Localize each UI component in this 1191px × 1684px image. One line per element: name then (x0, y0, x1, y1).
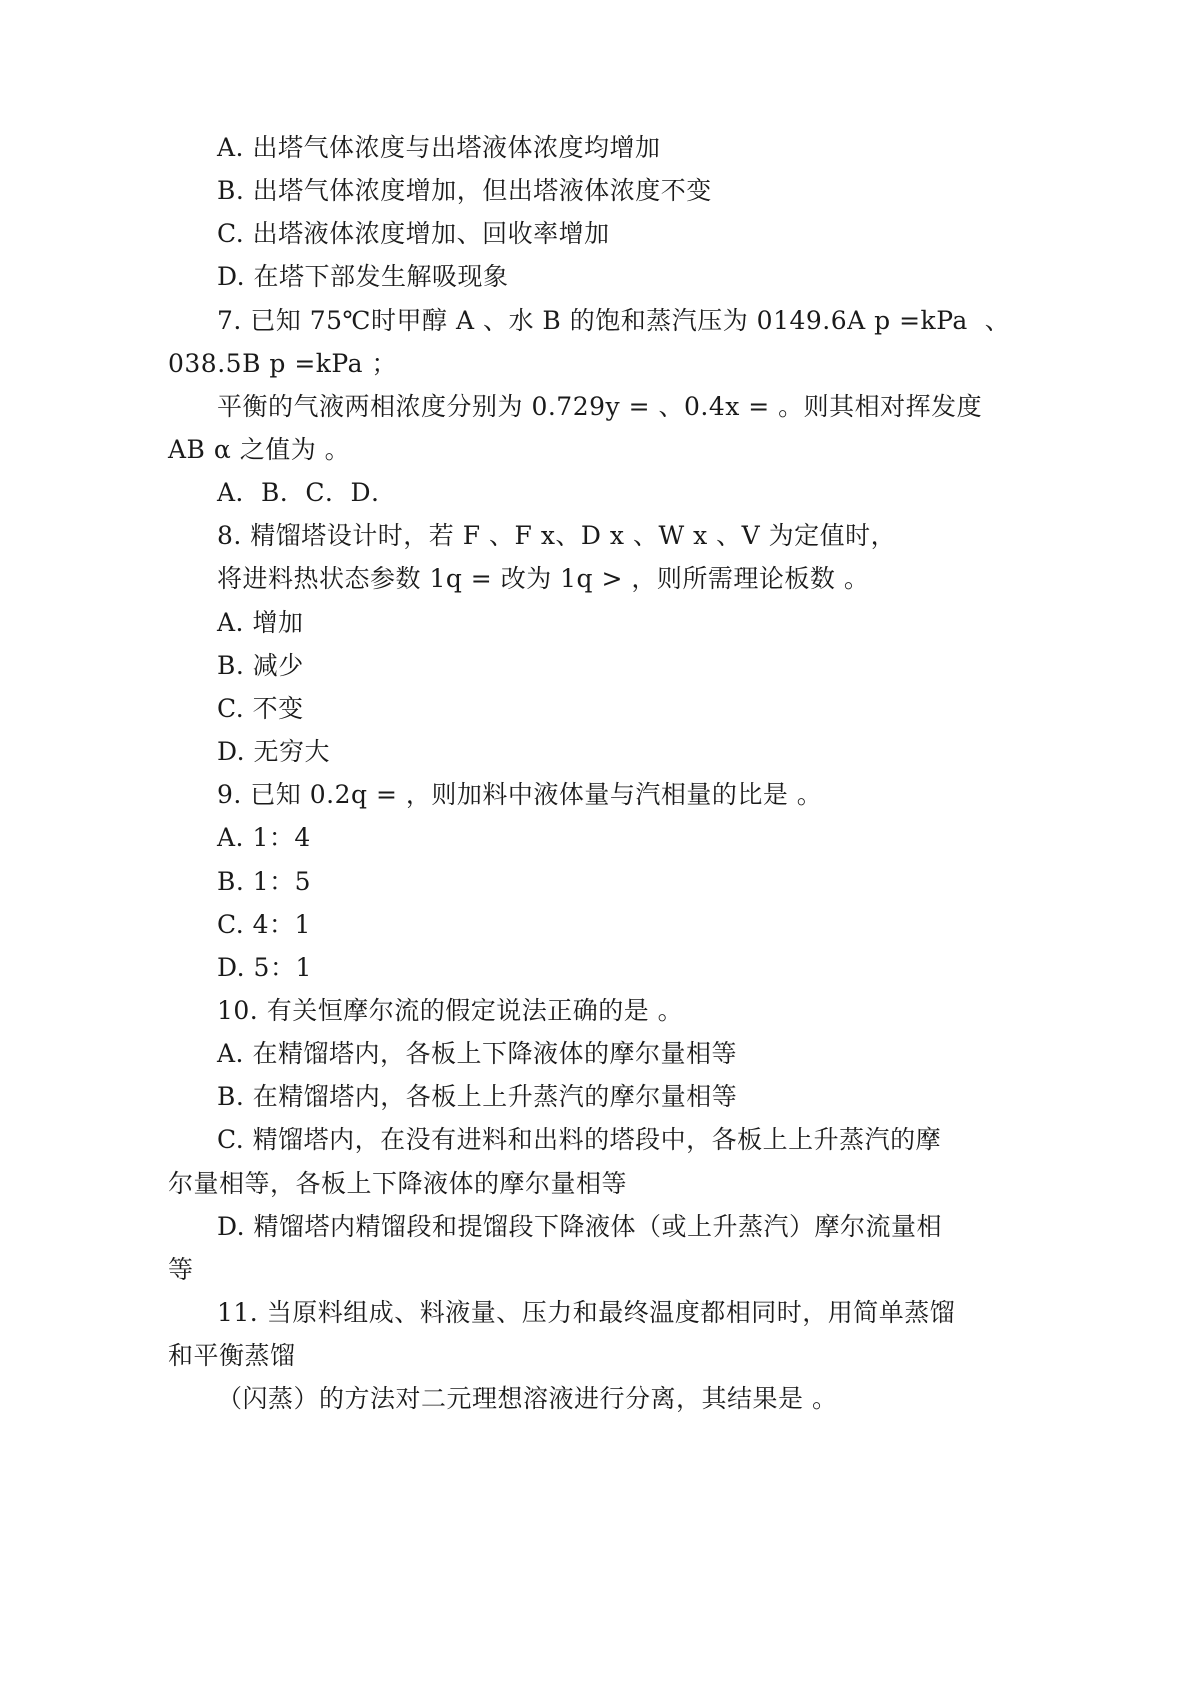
option-line: D. 5：1 (217, 953, 312, 982)
option-line: A. 增加 (217, 608, 304, 637)
question-line: 038.5B p =kPa ； (168, 349, 397, 378)
option-line: B. 出塔气体浓度增加，但出塔液体浓度不变 (217, 176, 712, 205)
question-line: 8. 精馏塔设计时，若 F 、F x、D x 、W x 、V 为定值时， (217, 521, 897, 550)
question-line: 平衡的气液两相浓度分别为 0.729y = 、0.4x = 。则其相对挥发度 (217, 392, 983, 421)
option-line: A．B．C．D． (217, 478, 397, 507)
option-line: 等 (168, 1255, 194, 1284)
option-line: C. 出塔液体浓度增加、回收率增加 (217, 219, 610, 248)
question-line: AB α 之值为 。 (168, 435, 351, 464)
question-line: 11. 当原料组成、料液量、压力和最终温度都相同时，用简单蒸馏 (217, 1298, 956, 1327)
option-line: A. 出塔气体浓度与出塔液体浓度均增加 (217, 133, 661, 162)
option-line: D. 无穷大 (217, 737, 331, 766)
option-line: C. 4：1 (217, 910, 311, 939)
option-line: D. 在塔下部发生解吸现象 (217, 262, 509, 291)
question-line: 9. 已知 0.2q = ，则加料中液体量与汽相量的比是 。 (217, 780, 823, 809)
question-line: 10. 有关恒摩尔流的假定说法正确的是 。 (217, 996, 684, 1025)
option-line: C. 精馏塔内，在没有进料和出料的塔段中，各板上上升蒸汽的摩 (217, 1125, 942, 1154)
option-line: D. 精馏塔内精馏段和提馏段下降液体（或上升蒸汽）摩尔流量相 (217, 1212, 943, 1241)
option-line: A. 1：4 (217, 823, 311, 852)
option-line: B. 在精馏塔内，各板上上升蒸汽的摩尔量相等 (217, 1082, 738, 1111)
option-line: 尔量相等，各板上下降液体的摩尔量相等 (168, 1169, 628, 1198)
question-line: 将进料热状态参数 1q = 改为 1q > ，则所需理论板数 。 (217, 564, 870, 593)
question-line: （闪蒸）的方法对二元理想溶液进行分离，其结果是 。 (217, 1384, 838, 1413)
option-line: C. 不变 (217, 694, 304, 723)
question-line: 和平衡蒸馏 (168, 1341, 296, 1370)
option-line: B. 1：5 (217, 867, 312, 896)
option-line: A. 在精馏塔内，各板上下降液体的摩尔量相等 (217, 1039, 737, 1068)
question-line: 7. 已知 75℃时甲醇 A 、水 B 的饱和蒸汽压为 0149.6A p =kPa 、 (217, 306, 1011, 335)
option-line: B. 减少 (217, 651, 304, 680)
